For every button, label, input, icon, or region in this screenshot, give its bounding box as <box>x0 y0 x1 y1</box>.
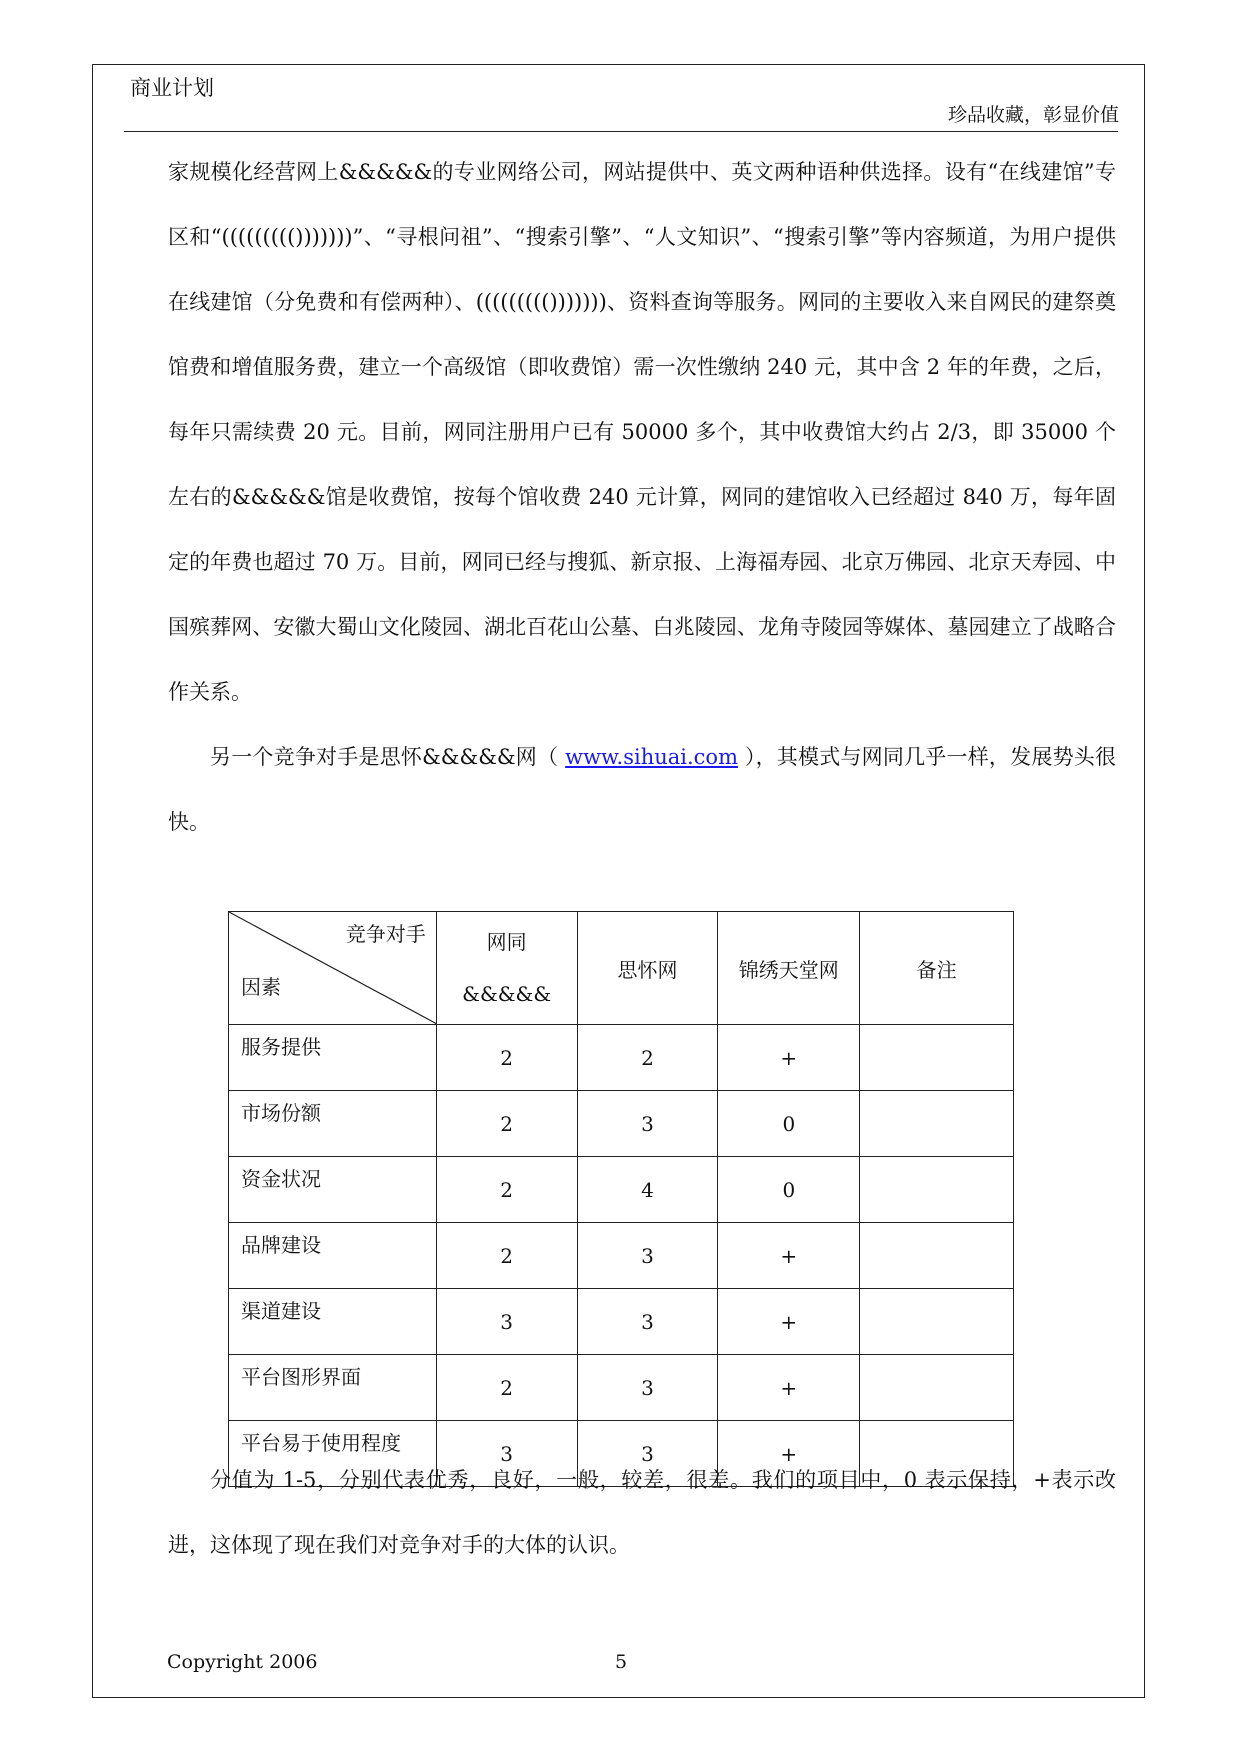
body-text-after-table <box>168 1448 1116 1578</box>
header-title: 商业计划 <box>130 76 214 100</box>
note-cell <box>860 1289 1014 1355</box>
score-sihuai: 3 <box>577 1421 718 1487</box>
paragraph-3: 分值为 1-5，分别代表优秀，良好，一般，较差，很差。我们的项目中，0 表示保持，+表示改进，这体现了现在我们对竞争对手的大体的认识。 <box>168 1468 1116 1557</box>
header-slogan: 珍品收藏，彰显价值 <box>947 104 1119 126</box>
table-row <box>229 1355 1014 1421</box>
factor-cell: 渠道建设 <box>229 1289 437 1355</box>
score-jinxiu: 0 <box>718 1157 860 1223</box>
note-cell <box>860 1355 1014 1421</box>
table-header-row <box>229 912 1014 1025</box>
note-cell <box>860 1157 1014 1223</box>
factor-cell: 服务提供 <box>229 1025 437 1091</box>
score-sihuai: 3 <box>577 1289 718 1355</box>
table-row <box>229 1025 1014 1091</box>
score-wangtong: 3 <box>436 1289 577 1355</box>
paragraph-2-start: 另一个竞争对手是思怀&&&&&网（ <box>210 745 566 769</box>
header-divider <box>124 131 1118 132</box>
table-row <box>229 1157 1014 1223</box>
col-header-jinxiu: 锦绣天堂网 <box>718 912 860 1025</box>
score-sihuai: 4 <box>577 1157 718 1223</box>
score-sihuai: 3 <box>577 1355 718 1421</box>
table-row <box>229 1091 1014 1157</box>
score-jinxiu: + <box>718 1355 860 1421</box>
score-jinxiu: + <box>718 1223 860 1289</box>
score-jinxiu: + <box>718 1025 860 1091</box>
score-jinxiu: + <box>718 1289 860 1355</box>
corner-label-competitors: 竞争对手 <box>345 922 426 946</box>
table-row <box>229 1289 1014 1355</box>
score-wangtong: 2 <box>436 1025 577 1091</box>
sihuai-link[interactable]: www.sihuai.com <box>565 745 738 769</box>
score-jinxiu: 0 <box>718 1091 860 1157</box>
paragraph-2-end: ），其模式与网同几乎一样，发展势头很快。 <box>168 745 1116 834</box>
col-header-sihuai: 思怀网 <box>577 912 718 1025</box>
col-header-notes: 备注 <box>860 912 1014 1025</box>
factor-cell: 平台图形界面 <box>229 1355 437 1421</box>
factor-cell: 市场份额 <box>229 1091 437 1157</box>
note-cell <box>860 1223 1014 1289</box>
col-header-wangtong-line2: &&&&& <box>462 982 552 1006</box>
score-sihuai: 2 <box>577 1025 718 1091</box>
corner-header-cell <box>229 912 437 1025</box>
note-cell <box>860 1091 1014 1157</box>
score-wangtong: 3 <box>436 1421 577 1487</box>
score-wangtong: 2 <box>436 1157 577 1223</box>
col-header-wangtong-line1: 网同 <box>486 930 527 954</box>
score-wangtong: 2 <box>436 1355 577 1421</box>
body-text <box>168 140 1116 855</box>
col-header-wangtong <box>436 912 577 1025</box>
corner-label-factors: 因素 <box>241 975 281 999</box>
footer-copyright: Copyright 2006 <box>167 1651 318 1673</box>
factor-cell: 平台易于使用程度 <box>229 1421 437 1487</box>
page-number: 5 <box>615 1651 628 1673</box>
factor-cell: 品牌建设 <box>229 1223 437 1289</box>
score-sihuai: 3 <box>577 1223 718 1289</box>
factor-cell: 资金状况 <box>229 1157 437 1223</box>
score-sihuai: 3 <box>577 1091 718 1157</box>
paragraph-2 <box>168 725 1116 855</box>
score-jinxiu: + <box>718 1421 860 1487</box>
note-cell <box>860 1025 1014 1091</box>
paragraph-1: 家规模化经营网上&&&&&的专业网络公司，网站提供中、英文两种语种供选择。设有“在线建馆”专区和“((((((((()))))))”、“寻根问祖”、“搜索引擎”、“人文知识”、“搜索引擎”等内容频道，为用户提供在线建馆（分免费和有偿两种）、((((((((()))))))、资料查询等服务。网同的主要收入来自网民的建祭奠馆费和增值服务费，建立一个高级馆（即收费馆）需一次性缴纳 240 元，其中含 2 年的年费，之后，每年只需续费 20 元。目前，网同注册用户已有 50000 多个，其中收费馆大约占 2/3，即 35000 个左右的&&&&&馆是收费馆，按每个馆收费 240 元计算，网同的建馆收入已经超过 840 万，每年固定的年费也超过 70 万。目前，网同已经与搜狐、新京报、上海福寿园、北京万佛园、北京天寿园、中国殡葬网、安徽大蜀山文化陵园、湖北百花山公墓、白兆陵园、龙角寺陵园等媒体、墓园建立了战略合作关系。 <box>168 160 1116 704</box>
competitor-table <box>228 911 1014 1487</box>
table-row <box>229 1223 1014 1289</box>
score-wangtong: 2 <box>436 1091 577 1157</box>
score-wangtong: 2 <box>436 1223 577 1289</box>
